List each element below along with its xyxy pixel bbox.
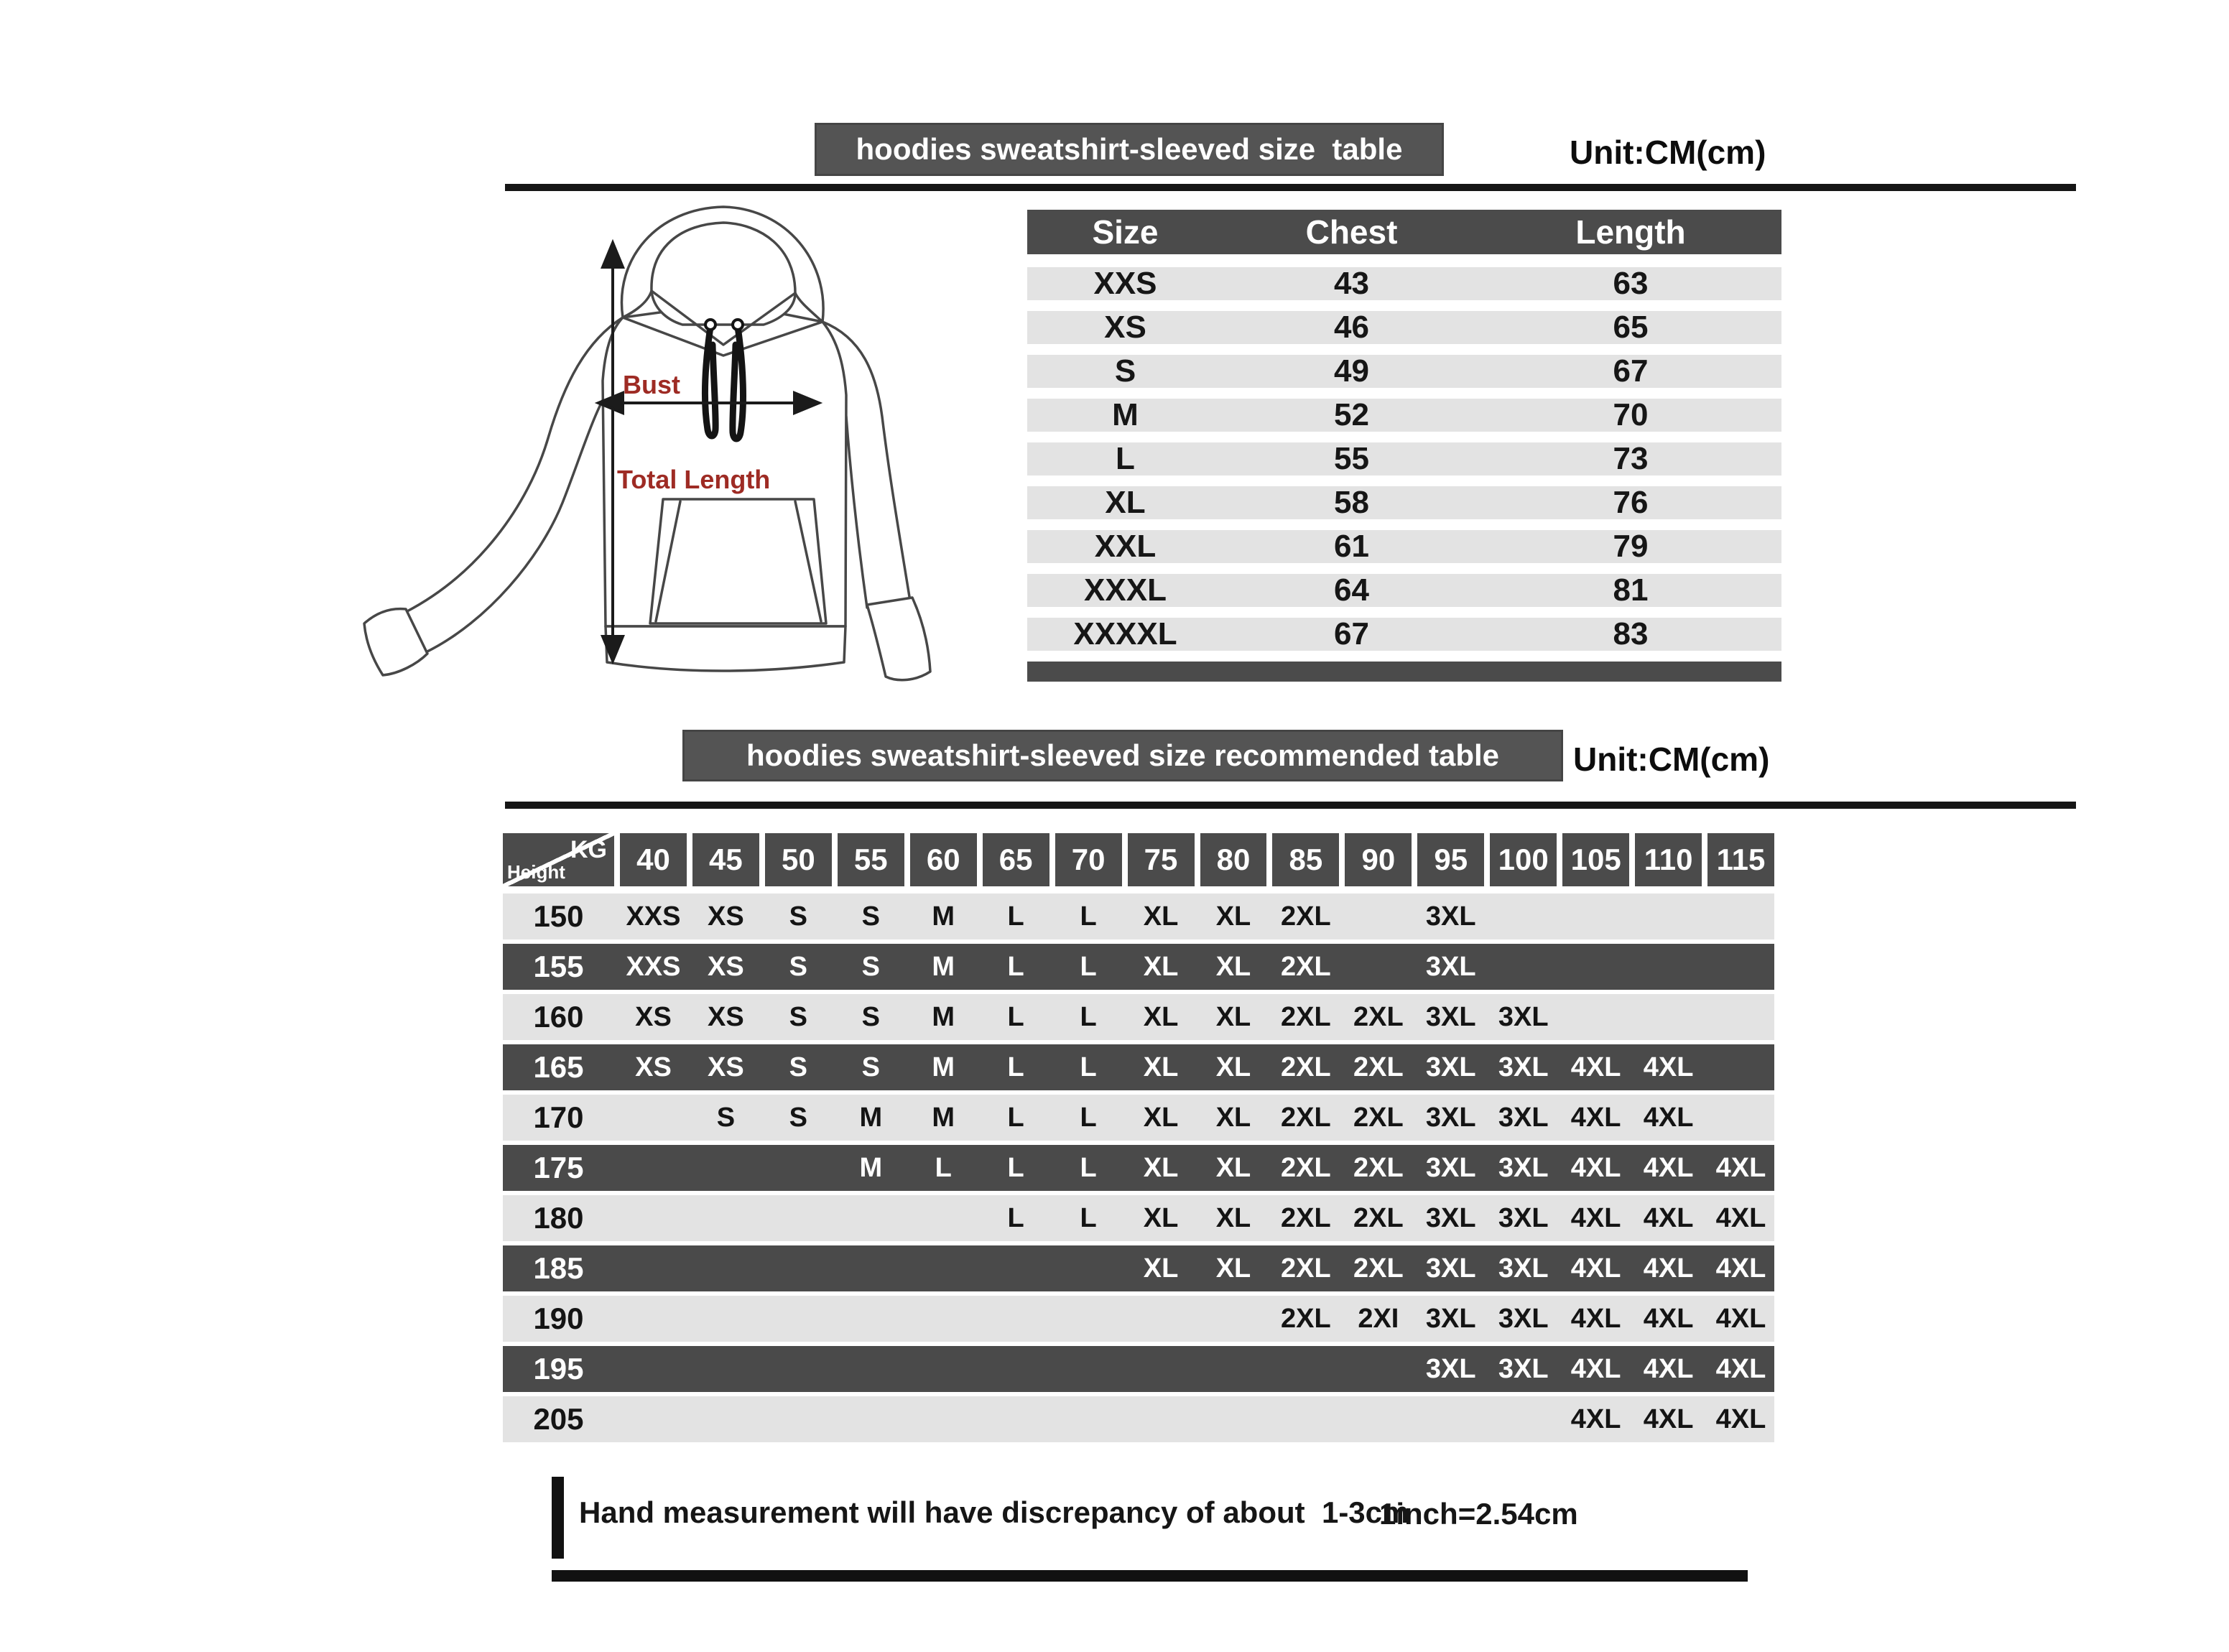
height-label: 190: [533, 1301, 584, 1335]
height-row-175: [503, 1145, 1774, 1191]
size-table-row-xxs: [1027, 267, 1781, 300]
size-recommendation-cell: 4XL: [1570, 1102, 1621, 1133]
size-recommendation-cell: 3XL: [1498, 1253, 1549, 1284]
size-recommendation-cell: XXS: [626, 951, 681, 982]
size-value: XXL: [1094, 529, 1157, 564]
size-recommendation-cell: XL: [1215, 1202, 1251, 1233]
size-value: XS: [1104, 310, 1146, 345]
note-conversion: 1inch=2.54cm: [1379, 1497, 1578, 1531]
size-recommendation-cell: XXS: [626, 901, 681, 932]
size-recommendation-cell: XL: [1143, 951, 1179, 982]
height-row-150: [503, 894, 1774, 939]
size-value: M: [1112, 397, 1139, 432]
size-recommendation-cell: L: [1080, 1001, 1097, 1032]
size-recommendation-cell: 4XL: [1643, 1202, 1694, 1233]
size-recommendation-cell: XS: [635, 1001, 672, 1032]
recommended-size-matrix: [503, 833, 1774, 1447]
size-recommendation-cell: S: [789, 1001, 808, 1032]
weight-header-85: 85: [1272, 833, 1339, 886]
hoodie-right-cuff: [867, 598, 930, 680]
size-table-body: [1027, 267, 1781, 651]
chest-value: 64: [1334, 572, 1369, 608]
recommended-table-title-bar: [682, 730, 1563, 781]
size-recommendation-cell: 2XL: [1353, 1052, 1404, 1082]
size-recommendation-cell: 2XL: [1353, 1152, 1404, 1183]
weight-header-80: 80: [1200, 833, 1267, 886]
size-recommendation-cell: 3XL: [1425, 1303, 1476, 1334]
chest-value: 55: [1334, 441, 1369, 476]
bust-label: Bust: [623, 370, 680, 399]
size-recommendation-cell: XS: [708, 1052, 744, 1082]
size-recommendation-cell: L: [1007, 1152, 1024, 1183]
size-recommendation-cell: 2XL: [1281, 901, 1331, 932]
height-label: 195: [533, 1352, 584, 1386]
size-recommendation-cell: 3XL: [1425, 1253, 1476, 1284]
size-recommendation-cell: 3XL: [1425, 1052, 1476, 1082]
size-recommendation-cell: 3XL: [1425, 1152, 1476, 1183]
weight-header-90: 90: [1345, 833, 1412, 886]
size-recommendation-cell: 4XL: [1715, 1403, 1766, 1434]
size-recommendation-cell: 2XL: [1353, 1102, 1404, 1133]
size-recommendation-cell: 2XL: [1281, 1152, 1331, 1183]
size-table-row-xl: [1027, 486, 1781, 519]
size-recommendation-cell: 3XL: [1425, 1353, 1476, 1384]
size-recommendation-cell: XS: [708, 1001, 744, 1032]
size-recommendation-cell: 4XL: [1643, 1403, 1694, 1434]
size-recommendation-cell: XL: [1215, 1052, 1251, 1082]
size-recommendation-cell: M: [932, 1102, 955, 1133]
size-recommendation-cell: XL: [1143, 1001, 1179, 1032]
chest-value: 52: [1334, 397, 1369, 432]
size-recommendation-cell: 2XL: [1281, 1253, 1331, 1284]
size-table-row-s: [1027, 355, 1781, 388]
size-recommendation-cell: 3XL: [1425, 901, 1476, 932]
total-length-label: Total Length: [617, 465, 771, 494]
size-value: S: [1114, 353, 1136, 389]
size-recommendation-cell: XL: [1215, 951, 1251, 982]
size-recommendation-cell: S: [861, 1001, 880, 1032]
size-recommendation-cell: 4XL: [1715, 1303, 1766, 1334]
chest-value: 49: [1334, 353, 1369, 389]
divider-line-middle: [505, 802, 2076, 809]
size-recommendation-cell: 3XL: [1498, 1202, 1549, 1233]
length-value: 70: [1613, 397, 1649, 432]
size-recommendation-cell: 2XL: [1281, 1202, 1331, 1233]
weight-header-50: 50: [765, 833, 832, 886]
size-recommendation-cell: 4XL: [1643, 1152, 1694, 1183]
length-value: 63: [1613, 266, 1649, 301]
hoodie-left-sleeve: [406, 317, 623, 652]
height-label: 205: [533, 1402, 584, 1436]
weight-header-row: [503, 833, 1774, 886]
height-row-180: [503, 1195, 1774, 1241]
height-label: 185: [533, 1251, 584, 1285]
note-underline: [552, 1570, 1748, 1582]
height-label: 160: [533, 1000, 584, 1034]
size-recommendation-cell: 3XL: [1498, 1052, 1549, 1082]
size-recommendation-cell: XL: [1215, 1152, 1251, 1183]
size-recommendation-cell: 4XL: [1570, 1202, 1621, 1233]
size-recommendation-cell: XL: [1215, 1001, 1251, 1032]
size-recommendation-cell: XS: [635, 1052, 672, 1082]
height-row-190: [503, 1296, 1774, 1342]
height-row-160: [503, 994, 1774, 1040]
size-recommendation-cell: S: [861, 951, 880, 982]
matrix-body: [503, 894, 1774, 1442]
length-value: 67: [1613, 353, 1649, 389]
size-recommendation-cell: 4XL: [1643, 1253, 1694, 1284]
size-recommendation-cell: S: [861, 1052, 880, 1082]
height-label: 155: [533, 950, 584, 983]
size-value: XXXXL: [1073, 616, 1177, 651]
size-recommendation-cell: 3XL: [1498, 1001, 1549, 1032]
size-recommendation-cell: L: [1007, 901, 1024, 932]
weight-header-100: 100: [1490, 833, 1557, 886]
note-left-bar: [552, 1477, 564, 1559]
column-header-length: Length: [1575, 213, 1686, 251]
size-recommendation-cell: S: [861, 901, 880, 932]
chest-value: 61: [1334, 529, 1369, 564]
size-recommendation-cell: XL: [1143, 1102, 1179, 1133]
size-recommendation-cell: M: [932, 1052, 955, 1082]
size-recommendation-cell: M: [932, 1001, 955, 1032]
size-table-title: hoodies sweatshirt-sleeved size table: [856, 132, 1403, 166]
size-recommendation-cell: L: [1080, 1152, 1097, 1183]
size-recommendation-cell: L: [1007, 1052, 1024, 1082]
size-recommendation-cell: 3XL: [1498, 1102, 1549, 1133]
height-row-185: [503, 1245, 1774, 1291]
size-recommendation-cell: M: [859, 1102, 883, 1133]
weight-header-70: 70: [1055, 833, 1122, 886]
size-recommendation-cell: L: [1080, 1102, 1097, 1133]
height-label: 150: [533, 899, 584, 933]
length-value: 81: [1613, 572, 1649, 608]
height-row-205: [503, 1396, 1774, 1442]
size-recommendation-cell: 4XL: [1715, 1152, 1766, 1183]
size-recommendation-cell: 4XL: [1715, 1253, 1766, 1284]
note-text: Hand measurement will have discrepancy of about 1-3cm: [579, 1495, 1409, 1529]
size-recommendation-cell: L: [1080, 1202, 1097, 1233]
size-recommendation-cell: XL: [1143, 1253, 1179, 1284]
size-recommendation-cell: 3XL: [1425, 951, 1476, 982]
hoodie-diagram: [356, 201, 955, 725]
size-table-row-xs: [1027, 311, 1781, 344]
size-recommendation-cell: 4XL: [1715, 1202, 1766, 1233]
size-recommendation-cell: S: [789, 1102, 808, 1133]
size-recommendation-cell: S: [789, 951, 808, 982]
length-value: 65: [1613, 310, 1649, 345]
size-table-header: [1027, 210, 1781, 254]
size-recommendation-cell: 4XL: [1643, 1052, 1694, 1082]
length-value: 79: [1613, 529, 1649, 564]
weight-header-40: 40: [620, 833, 687, 886]
size-recommendation-cell: 2XL: [1281, 951, 1331, 982]
size-recommendation-cell: L: [1007, 1202, 1024, 1233]
chest-value: 43: [1334, 266, 1369, 301]
size-recommendation-cell: 3XL: [1425, 1202, 1476, 1233]
recommended-table-unit: Unit:CM(cm): [1573, 741, 1770, 778]
weight-header-105: 105: [1562, 833, 1629, 886]
size-recommendation-cell: XL: [1215, 901, 1251, 932]
height-label: 175: [533, 1151, 584, 1184]
size-recommendation-cell: 3XL: [1498, 1353, 1549, 1384]
height-label: 170: [533, 1100, 584, 1134]
size-recommendation-cell: S: [789, 1052, 808, 1082]
weight-header-45: 45: [692, 833, 759, 886]
size-recommendation-cell: L: [1080, 951, 1097, 982]
height-row-170: [503, 1095, 1774, 1141]
size-recommendation-cell: 4XL: [1570, 1052, 1621, 1082]
size-recommendation-cell: L: [1080, 1052, 1097, 1082]
size-recommendation-cell: XS: [708, 901, 744, 932]
size-recommendation-cell: 3XL: [1498, 1152, 1549, 1183]
size-value: XXXL: [1084, 572, 1167, 608]
size-recommendation-cell: 4XL: [1643, 1353, 1694, 1384]
weight-header-55: 55: [838, 833, 904, 886]
height-row-165: [503, 1044, 1774, 1090]
size-recommendation-cell: 2XL: [1281, 1052, 1331, 1082]
recommended-table-title: hoodies sweatshirt-sleeved size recommended table: [746, 738, 1500, 772]
weight-header-60: 60: [910, 833, 977, 886]
size-value: XXS: [1093, 266, 1157, 301]
size-recommendation-cell: 4XL: [1570, 1353, 1621, 1384]
size-recommendation-cell: XL: [1215, 1102, 1251, 1133]
size-recommendation-cell: 2XL: [1353, 1001, 1404, 1032]
size-table-footer-bar: [1027, 662, 1781, 682]
size-recommendation-cell: 4XL: [1643, 1102, 1694, 1133]
length-value: 76: [1613, 485, 1649, 520]
size-recommendation-cell: L: [1007, 951, 1024, 982]
size-value: XL: [1105, 485, 1146, 520]
corner-cell: [503, 833, 614, 886]
weight-header-75: 75: [1128, 833, 1195, 886]
size-recommendation-cell: 4XL: [1570, 1303, 1621, 1334]
size-table: [1027, 210, 1781, 682]
size-recommendation-cell: L: [1007, 1102, 1024, 1133]
length-value: 73: [1613, 441, 1649, 476]
size-recommendation-cell: L: [1007, 1001, 1024, 1032]
size-recommendation-cell: M: [932, 951, 955, 982]
hoodie-hem: [606, 626, 845, 671]
height-row-195: [503, 1346, 1774, 1392]
chest-value: 46: [1334, 310, 1369, 345]
size-table-row-xxxl: [1027, 574, 1781, 607]
size-table-row-m: [1027, 399, 1781, 432]
size-recommendation-cell: M: [859, 1152, 883, 1183]
size-recommendation-cell: 3XL: [1425, 1001, 1476, 1032]
size-table-row-xxl: [1027, 530, 1781, 563]
size-recommendation-cell: S: [789, 901, 808, 932]
size-value: L: [1116, 441, 1135, 476]
size-table-row-l: [1027, 442, 1781, 475]
weight-header-110: 110: [1635, 833, 1702, 886]
size-recommendation-cell: M: [932, 901, 955, 932]
size-table-title-bar: [815, 123, 1444, 176]
column-header-chest: Chest: [1305, 213, 1398, 251]
size-recommendation-cell: 2XL: [1353, 1253, 1404, 1284]
size-recommendation-cell: XL: [1143, 1152, 1179, 1183]
corner-height-label: Height: [507, 861, 565, 883]
size-recommendation-cell: 2XL: [1353, 1202, 1404, 1233]
size-recommendation-cell: S: [716, 1102, 736, 1133]
size-recommendation-cell: XL: [1143, 1202, 1179, 1233]
size-recommendation-cell: 2XL: [1281, 1102, 1331, 1133]
weight-header-65: 65: [983, 833, 1049, 886]
size-recommendation-cell: 4XL: [1570, 1152, 1621, 1183]
length-value: 83: [1613, 616, 1649, 651]
chest-value: 58: [1334, 485, 1369, 520]
size-recommendation-cell: XL: [1215, 1253, 1251, 1284]
height-row-155: [503, 944, 1774, 990]
size-recommendation-cell: 4XL: [1570, 1253, 1621, 1284]
size-recommendation-cell: 2XI: [1358, 1303, 1399, 1334]
size-table-unit: Unit:CM(cm): [1570, 134, 1766, 171]
size-recommendation-cell: L: [935, 1152, 952, 1183]
weight-header-95: 95: [1417, 833, 1484, 886]
divider-line-top: [505, 184, 2076, 191]
height-label: 165: [533, 1050, 584, 1084]
column-header-size: Size: [1092, 213, 1159, 251]
size-recommendation-cell: 4XL: [1570, 1403, 1621, 1434]
size-recommendation-cell: XL: [1143, 901, 1179, 932]
size-recommendation-cell: XL: [1143, 1052, 1179, 1082]
size-recommendation-cell: XS: [708, 951, 744, 982]
size-recommendation-cell: 4XL: [1643, 1303, 1694, 1334]
size-recommendation-cell: 4XL: [1715, 1353, 1766, 1384]
chest-value: 67: [1334, 616, 1369, 651]
size-recommendation-cell: L: [1080, 901, 1097, 932]
size-recommendation-cell: 3XL: [1498, 1303, 1549, 1334]
size-recommendation-cell: 2XL: [1281, 1001, 1331, 1032]
size-table-row-xxxxl: [1027, 618, 1781, 651]
size-recommendation-cell: 3XL: [1425, 1102, 1476, 1133]
height-label: 180: [533, 1201, 584, 1235]
size-recommendation-cell: 2XL: [1281, 1303, 1331, 1334]
weight-header-115: 115: [1707, 833, 1774, 886]
corner-kg-label: KG: [570, 836, 607, 863]
